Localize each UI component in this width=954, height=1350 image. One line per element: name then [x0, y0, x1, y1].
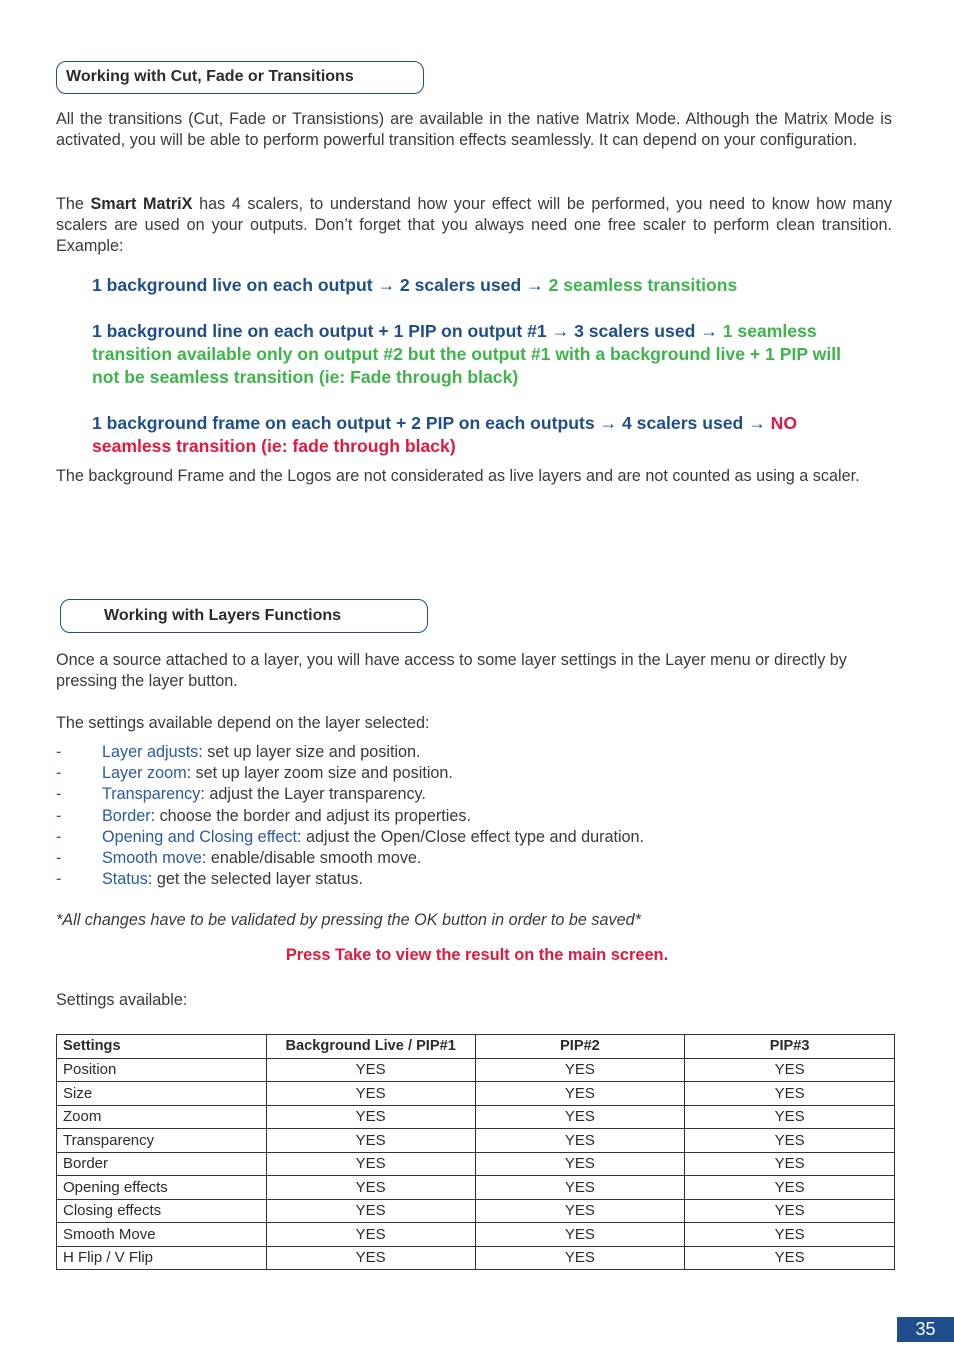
- list-dash: -: [56, 743, 62, 761]
- section-title-transitions: Working with Cut, Fade or Transitions: [66, 68, 354, 85]
- table-header-cell: PIP#3: [685, 1035, 895, 1059]
- list-item-desc: : set up layer size and position.: [198, 743, 421, 761]
- table-cell: YES: [475, 1058, 685, 1082]
- list-item-desc: : enable/disable smooth move.: [201, 848, 422, 867]
- list-item-name: Layer zoom: [102, 764, 187, 783]
- list-item: [56, 806, 896, 827]
- list-dash: -: [56, 870, 62, 889]
- table-cell: YES: [266, 1176, 475, 1200]
- list-item-name: Status: [102, 870, 148, 889]
- list-item: [56, 848, 896, 869]
- table-cell: YES: [266, 1129, 475, 1153]
- table-cell: YES: [685, 1246, 895, 1270]
- list-item-name: Opening and Closing effect: [102, 827, 297, 846]
- table-header-row: [57, 1035, 895, 1059]
- table-cell: YES: [475, 1082, 685, 1106]
- section-title-layers: Working with Layers Functions: [104, 607, 342, 624]
- table-cell: YES: [266, 1199, 475, 1223]
- list-item: [56, 742, 896, 763]
- settings-available-label: Settings available:: [56, 991, 188, 1009]
- table-cell: YES: [475, 1105, 685, 1129]
- table-cell: YES: [685, 1176, 895, 1200]
- list-item-name: Transparency: [102, 785, 201, 804]
- table-cell: H Flip / V Flip: [57, 1246, 267, 1270]
- settings-depend-paragraph: The settings available depend on the layer selected:: [56, 714, 430, 732]
- list-dash: -: [56, 827, 62, 846]
- page-number: 35: [897, 1317, 954, 1342]
- table-cell: Opening effects: [57, 1176, 267, 1200]
- table-row: [57, 1176, 895, 1200]
- product-name: Smart MatriX: [90, 195, 193, 213]
- table-header-cell: Background Live / PIP#1: [266, 1035, 475, 1059]
- table-cell: YES: [266, 1082, 475, 1106]
- table-cell: YES: [266, 1246, 475, 1270]
- scalers-paragraph: The Smart MatriX has 4 scalers, to understand how your effect will be performed, you need to know how many scalers are used on your outputs. Don’t forget that you always need one free scaler to perform clean transition. Example:: [56, 195, 892, 255]
- list-item-desc: : set up layer zoom size and position.: [186, 764, 453, 783]
- table-cell: YES: [685, 1129, 895, 1153]
- table-row: [57, 1058, 895, 1082]
- table-cell: Smooth Move: [57, 1223, 267, 1247]
- section-header-transitions: [56, 61, 424, 94]
- table-cell: YES: [685, 1152, 895, 1176]
- table-cell: Transparency: [57, 1129, 267, 1153]
- press-take-note: Press Take to view the result on the main screen.: [285, 946, 669, 964]
- table-cell: YES: [475, 1223, 685, 1247]
- table-row: [57, 1152, 895, 1176]
- transitions-intro-paragraph: All the transitions (Cut, Fade or Transistions) are available in the native Matrix Mode. Although the Matrix Mode is activated, you will be able to perform powerful transition effects seamlessly. It can depend on your configuration.: [56, 110, 892, 149]
- list-item-name: Smooth move: [102, 848, 202, 867]
- table-cell: YES: [266, 1105, 475, 1129]
- list-dash: -: [56, 848, 62, 867]
- list-item-desc: : get the selected layer status.: [147, 870, 363, 889]
- table-cell: YES: [685, 1199, 895, 1223]
- table-cell: YES: [475, 1176, 685, 1200]
- list-item: [56, 763, 896, 784]
- background-frame-note: The background Frame and the Logos are not considerated as live layers and are not counted as using a scaler.: [56, 467, 860, 485]
- list-item-name: Layer adjusts: [102, 743, 199, 761]
- table-cell: Closing effects: [57, 1199, 267, 1223]
- layers-intro-paragraph: Once a source attached to a layer, you will have access to some layer settings in the Layer menu or directly by pressing the layer button.: [56, 651, 847, 690]
- list-item-desc: : choose the border and adjust its properties.: [150, 806, 471, 825]
- table-row: [57, 1082, 895, 1106]
- table-cell: Zoom: [57, 1105, 267, 1129]
- validation-note: *All changes have to be validated by pressing the OK button in order to be saved*: [56, 911, 641, 929]
- table-row: [57, 1223, 895, 1247]
- list-dash: -: [56, 785, 62, 804]
- table-cell: YES: [685, 1105, 895, 1129]
- table-row: [57, 1105, 895, 1129]
- table-row: [57, 1199, 895, 1223]
- table-row: [57, 1246, 895, 1270]
- table-cell: Position: [57, 1058, 267, 1082]
- table-header-cell: Settings: [57, 1035, 267, 1059]
- list-item: [56, 784, 896, 805]
- table-cell: YES: [685, 1082, 895, 1106]
- table-cell: Border: [57, 1152, 267, 1176]
- list-item-desc: : adjust the Open/Close effect type and duration.: [297, 827, 645, 846]
- table-cell: Size: [57, 1082, 267, 1106]
- table-cell: YES: [266, 1058, 475, 1082]
- table-header-cell: PIP#2: [475, 1035, 685, 1059]
- table-cell: YES: [266, 1152, 475, 1176]
- table-cell: YES: [685, 1058, 895, 1082]
- table-cell: YES: [266, 1223, 475, 1247]
- example-1: 1 background live on each output → 2 scalers used → 2 seamless transitions: [92, 275, 738, 295]
- table-cell: YES: [685, 1223, 895, 1247]
- section-header-layers: [60, 599, 428, 633]
- list-dash: -: [56, 764, 62, 783]
- list-item: [56, 869, 896, 890]
- list-item-desc: : adjust the Layer transparency.: [200, 785, 426, 804]
- table-cell: YES: [475, 1199, 685, 1223]
- list-item: [56, 827, 896, 848]
- example-3: 1 background frame on each output + 2 PIP on each outputs → 4 scalers used → NO seamless transition (ie: fade through black): [92, 413, 798, 456]
- table-row: [57, 1129, 895, 1153]
- list-item-name: Border: [102, 806, 151, 825]
- table-cell: YES: [475, 1152, 685, 1176]
- list-dash: -: [56, 806, 62, 825]
- layer-settings-list: [56, 742, 896, 890]
- settings-table: [56, 1034, 895, 1270]
- example-2: 1 background line on each output + 1 PIP on output #1 → 3 scalers used → 1 seamless transition available only on output #2 but the output #1 with a background live + 1 PIP will not be seamless transition (ie: Fade through black): [92, 321, 841, 387]
- table-cell: YES: [475, 1246, 685, 1270]
- table-cell: YES: [475, 1129, 685, 1153]
